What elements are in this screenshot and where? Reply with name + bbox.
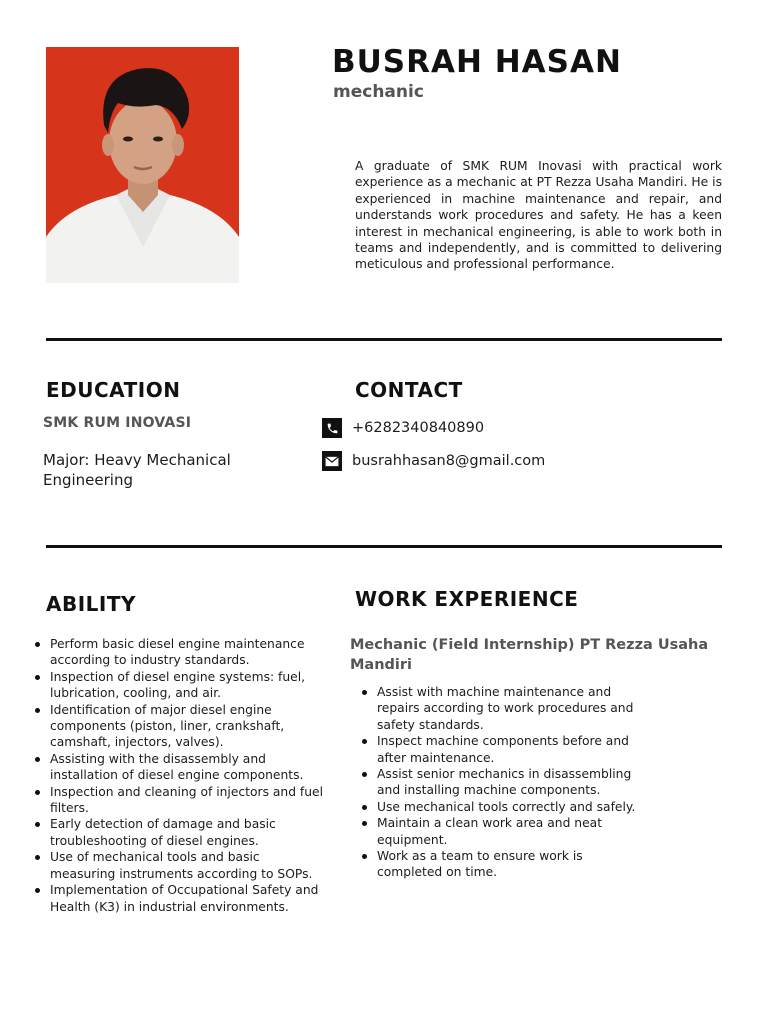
education-heading: EDUCATION [46,378,181,402]
list-item: Maintain a clean work area and neat equipment. [360,815,650,848]
school-major: Major: Heavy Mechanical Engineering [43,451,231,489]
work-role-title: Mechanic (Field Internship) PT Rezza Usaha Mandiri [350,637,709,673]
work-duties-list [360,684,650,881]
work-experience-heading: WORK EXPERIENCE [355,587,579,611]
list-item: Assist with machine maintenance and repairs according to work procedures and safety standards. [360,684,650,733]
profile-summary: A graduate of SMK RUM Inovasi with practical work experience as a mechanic at PT Rezza Usaha Mandiri. He is experienced in machine maintenance and repair, and understands work procedures and safety. He has a keen interest in mechanical engineering, is able to work both in teams and independently, and is committed to delivering meticulous and professional performance. [355,159,722,272]
list-item: Use of mechanical tools and basic measuring instruments according to SOPs. [33,849,327,882]
contact-email-row [322,451,545,471]
candidate-role: mechanic [333,82,424,102]
list-item: Use mechanical tools correctly and safely. [360,799,650,815]
section-divider [46,545,722,548]
list-item: Identification of major diesel engine components (piston, liner, crankshaft, camshaft, injectors, valves). [33,702,327,751]
list-item: Perform basic diesel engine maintenance according to industry standards. [33,636,327,669]
list-item: Inspect machine components before and after maintenance. [360,733,650,766]
list-item: Inspection and cleaning of injectors and fuel filters. [33,784,327,817]
ability-list [33,636,327,915]
list-item: Assist senior mechanics in disassembling and installing machine components. [360,766,650,799]
envelope-icon [322,451,342,471]
list-item: Implementation of Occupational Safety and Health (K3) in industrial environments. [33,882,327,915]
school-name: SMK RUM INOVASI [43,415,192,431]
contact-phone-row [322,418,484,438]
profile-photo-illustration [46,47,239,283]
list-item: Inspection of diesel engine systems: fuel, lubrication, cooling, and air. [33,669,327,702]
phone-number[interactable]: +6282340840890 [352,420,485,436]
email-address[interactable]: busrahhasan8@gmail.com [352,453,546,469]
profile-photo [46,47,239,283]
list-item: Early detection of damage and basic troubleshooting of diesel engines. [33,816,327,849]
ability-heading: ABILITY [46,592,136,616]
contact-heading: CONTACT [355,378,463,402]
list-item: Assisting with the disassembly and installation of diesel engine components. [33,751,327,784]
phone-icon [322,418,342,438]
list-item: Work as a team to ensure work is completed on time. [360,848,650,881]
candidate-name: BUSRAH HASAN [332,44,622,80]
section-divider [46,338,722,341]
